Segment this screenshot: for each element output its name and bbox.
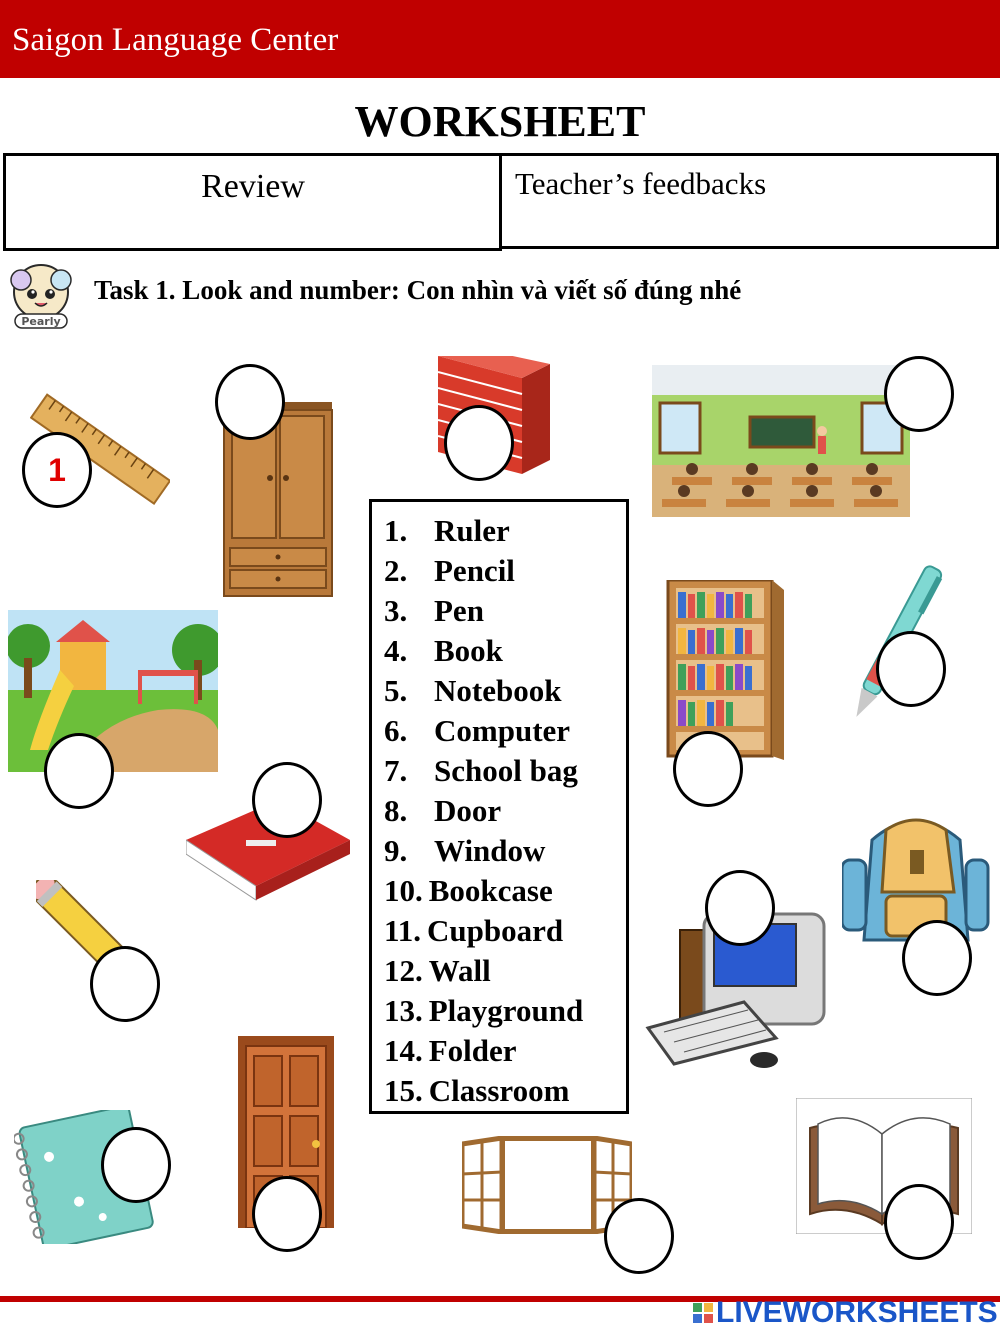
answer-circle-door[interactable] bbox=[252, 1176, 322, 1252]
center-name: Saigon Language Center bbox=[12, 22, 339, 58]
answer-circle-playground[interactable] bbox=[44, 733, 114, 809]
answer-circle-pencil[interactable] bbox=[90, 946, 160, 1022]
answer-circle-bookcase[interactable] bbox=[673, 731, 743, 807]
classroom-picture bbox=[652, 365, 910, 517]
list-item: 9. Window bbox=[384, 833, 546, 868]
answer-circle-notebook[interactable] bbox=[101, 1127, 171, 1203]
answer-circle-book[interactable] bbox=[884, 1184, 954, 1260]
answer-circle-folder[interactable] bbox=[252, 762, 322, 838]
list-item: 1. Ruler bbox=[384, 513, 510, 548]
task-instruction: Task 1. Look and number: Con nhìn và viết số đúng nhé bbox=[94, 275, 742, 305]
word-list-box bbox=[369, 499, 629, 1114]
list-item: 10. Bookcase bbox=[384, 873, 553, 908]
list-item: 8. Door bbox=[384, 793, 502, 828]
review-label: Review bbox=[201, 168, 305, 205]
mascot-text: Pearly bbox=[21, 315, 61, 328]
feedback-box bbox=[499, 153, 999, 249]
answer-circle-computer[interactable] bbox=[705, 870, 775, 946]
list-item: 3. Pen bbox=[384, 593, 484, 628]
answer-circle-cupboard[interactable] bbox=[215, 364, 285, 440]
answer-circle-pen[interactable] bbox=[876, 631, 946, 707]
feedback-label: Teacher’s feedbacks bbox=[515, 166, 767, 201]
list-item: 11. Cupboard bbox=[384, 913, 564, 948]
list-item: 15. Classroom bbox=[384, 1073, 570, 1108]
answer-circle-schoolbag[interactable] bbox=[902, 920, 972, 996]
review-box bbox=[3, 153, 502, 251]
list-item: 6. Computer bbox=[384, 713, 571, 748]
list-item: 13. Playground bbox=[384, 993, 584, 1028]
pearly-mascot-icon bbox=[5, 262, 77, 330]
list-item: 12. Wall bbox=[384, 953, 491, 988]
answer-circle-classroom[interactable] bbox=[884, 356, 954, 432]
list-item: 7. School bag bbox=[384, 753, 578, 788]
list-item: 4. Book bbox=[384, 633, 503, 668]
list-item: 5. Notebook bbox=[384, 673, 562, 708]
header-bar bbox=[0, 0, 1000, 78]
answer-circle-wall[interactable] bbox=[444, 405, 514, 481]
list-item: 14. Folder bbox=[384, 1033, 517, 1068]
liveworksheets-logo bbox=[692, 1296, 998, 1330]
liveworksheets-mark-icon bbox=[692, 1302, 714, 1324]
list-item: 2. Pencil bbox=[384, 553, 515, 588]
answer-circle-ruler[interactable]: 1 bbox=[22, 432, 92, 508]
page-title: WORKSHEET bbox=[354, 97, 646, 146]
playground-picture bbox=[8, 610, 218, 772]
answer-circle-window[interactable] bbox=[604, 1198, 674, 1274]
bookcase-picture bbox=[664, 580, 786, 760]
brand-text: LIVEWORKSHEETS bbox=[716, 1296, 998, 1329]
